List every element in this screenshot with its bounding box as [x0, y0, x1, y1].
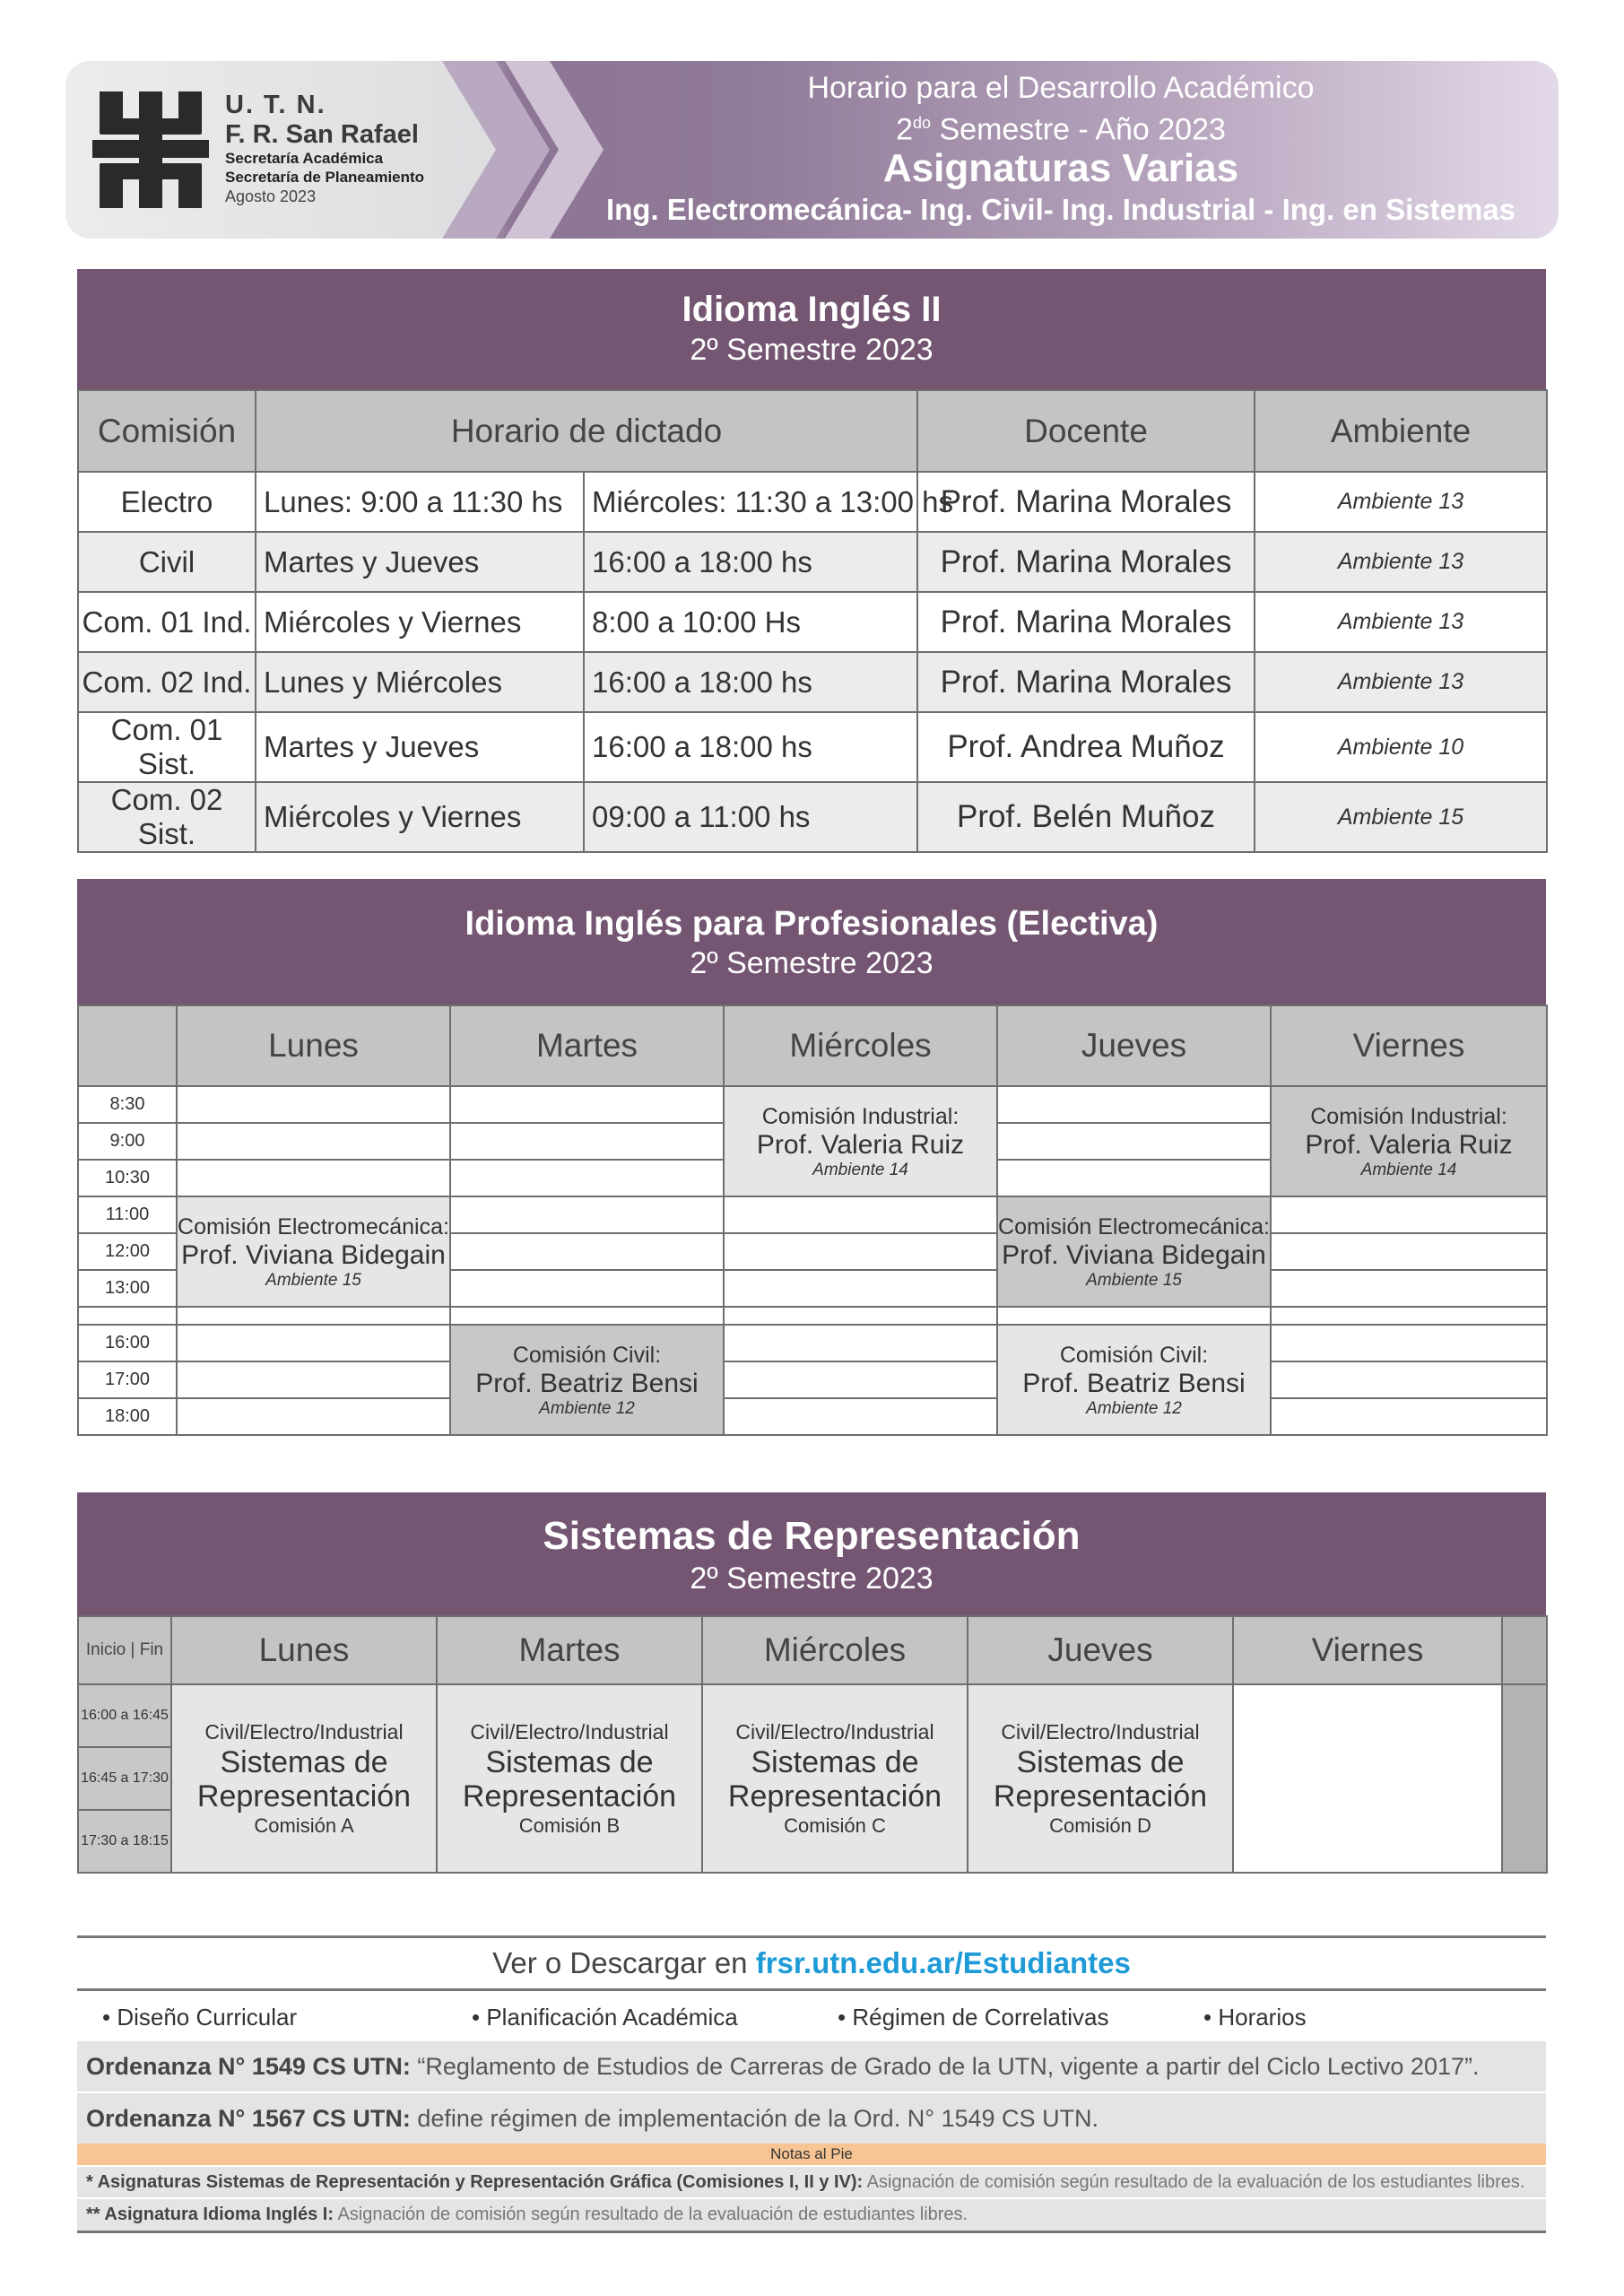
- cell-ambiente: Ambiente 10: [1255, 712, 1547, 782]
- day-header: Jueves: [968, 1616, 1233, 1684]
- schedule-block: Comisión Civil: Prof. Beatriz Bensi Ambiente 12: [997, 1325, 1271, 1435]
- org-secretary-1: Secretaría Académica: [225, 150, 384, 167]
- cell-dias: Lunes: 9:00 a 11:30 hs: [256, 472, 584, 532]
- day-header: Martes: [450, 1005, 724, 1086]
- time-label: 8:30: [78, 1086, 177, 1123]
- download-text: Ver o Descargar en: [492, 1946, 756, 1979]
- schedule-block: Comisión Civil: Prof. Beatriz Bensi Ambiente 12: [450, 1325, 724, 1435]
- cell-comision: Com. 02 Ind.: [78, 652, 256, 712]
- schedule-block: Civil/Electro/Industrial Sistemas de Representación Comisión D: [968, 1684, 1233, 1873]
- schedule-block: Civil/Electro/Industrial Sistemas de Representación Comisión A: [171, 1684, 437, 1873]
- time-label: 18:00: [78, 1398, 177, 1435]
- col-header-horario: Horario de dictado: [256, 390, 917, 472]
- table-row: [78, 472, 1547, 532]
- header-careers: Ing. Electromecánica- Ing. Civil- Ing. Industrial - Ing. en Sistemas: [605, 193, 1516, 227]
- sistemas-header: [77, 1492, 1546, 1615]
- cell-docente: Prof. Marina Morales: [917, 472, 1255, 532]
- time-label: 10:30: [78, 1160, 177, 1196]
- cell-horas: 16:00 a 18:00 hs: [584, 532, 917, 592]
- link-diseno-curricular[interactable]: • Diseño Curricular: [102, 2004, 298, 2031]
- ordenanza-1567: Ordenanza N° 1567 CS UTN: define régimen de implementación de la Ord. N° 1549 CS UTN.: [77, 2093, 1546, 2144]
- cell-ambiente: Ambiente 13: [1255, 652, 1547, 712]
- cell-ambiente: Ambiente 13: [1255, 532, 1547, 592]
- cell-comision: Electro: [78, 472, 256, 532]
- cell-comision: Civil: [78, 532, 256, 592]
- corner-cell: [78, 1005, 177, 1086]
- cell-dias: Martes y Jueves: [256, 712, 584, 782]
- cell-dias: Miércoles y Viernes: [256, 782, 584, 852]
- time-label: 17:00: [78, 1361, 177, 1398]
- table-row: [78, 532, 1547, 592]
- cell-dias: Miércoles y Viernes: [256, 592, 584, 652]
- day-header: Viernes: [1271, 1005, 1547, 1086]
- ingles2-header: [77, 269, 1546, 389]
- cell-comision: Com. 01 Sist.: [78, 712, 256, 782]
- cell-horas: 16:00 a 18:00 hs: [584, 712, 917, 782]
- org-regional: F. R. San Rafael: [225, 120, 419, 149]
- time-label: 17:30 a 18:15: [78, 1810, 171, 1873]
- footnote-2: ** Asignatura Idioma Inglés I: Asignación de comisión según resultado de la evaluación de estudiantes libres.: [77, 2199, 1546, 2233]
- schedule-block: Comisión Electromecánica: Prof. Viviana Bidegain Ambiente 15: [997, 1196, 1271, 1307]
- cell-dias: Martes y Jueves: [256, 532, 584, 592]
- header-semester: $2^{do}$ Semestre - Año 2023: [896, 112, 1226, 147]
- profesionales-header: [77, 879, 1546, 1004]
- link-horarios[interactable]: • Horarios: [1203, 2004, 1307, 2031]
- profesionales-subtitle: 2º Semestre 2023: [690, 946, 934, 980]
- time-label: 16:00 a 16:45: [78, 1684, 171, 1747]
- sistemas-title: Sistemas de Representación: [543, 1514, 1081, 1558]
- day-header: Miércoles: [724, 1005, 997, 1086]
- download-bar: [77, 1935, 1546, 1991]
- sistemas-subtitle: 2º Semestre 2023: [690, 1561, 934, 1596]
- table-row: [78, 782, 1547, 852]
- schedule-block: Civil/Electro/Industrial Sistemas de Representación Comisión C: [702, 1684, 968, 1873]
- time-label: 9:00: [78, 1123, 177, 1160]
- table-row: [78, 592, 1547, 652]
- notes-heading: Notas al Pie: [77, 2144, 1546, 2165]
- link-planificacion[interactable]: • Planificación Académica: [472, 2004, 738, 2031]
- cell-horas: Miércoles: 11:30 a 13:00 hs: [584, 472, 917, 532]
- cell-docente: Prof. Andrea Muñoz: [917, 712, 1255, 782]
- org-acronym: U. T. N.: [225, 91, 326, 119]
- day-header: Lunes: [171, 1616, 437, 1684]
- col-header-ambiente: Ambiente: [1255, 390, 1547, 472]
- header-banner: [65, 61, 1559, 239]
- header-titles: [568, 70, 1554, 229]
- link-correlativas[interactable]: • Régimen de Correlativas: [838, 2004, 1109, 2031]
- table-row: [78, 712, 1547, 782]
- day-header: Viernes: [1233, 1616, 1502, 1684]
- ingles2-table: [77, 389, 1548, 853]
- profesionales-title: Idioma Inglés para Profesionales (Electiva): [465, 905, 1159, 943]
- day-header: Lunes: [177, 1005, 450, 1086]
- cell-docente: Prof. Belén Muñoz: [917, 782, 1255, 852]
- header-line-1: Horario para el Desarrollo Académico: [807, 71, 1315, 105]
- cell-horas: 8:00 a 10:00 Hs: [584, 592, 917, 652]
- profesionales-table: [77, 1004, 1548, 1436]
- schedule-block: Civil/Electro/Industrial Sistemas de Representación Comisión B: [437, 1684, 702, 1873]
- time-label: 11:00: [78, 1196, 177, 1233]
- day-header: Martes: [437, 1616, 702, 1684]
- utn-logo-icon: [92, 83, 209, 217]
- cell-ambiente: Ambiente 13: [1255, 472, 1547, 532]
- sistemas-table: [77, 1615, 1548, 1874]
- cell-dias: Lunes y Miércoles: [256, 652, 584, 712]
- time-label: 13:00: [78, 1270, 177, 1307]
- org-date: Agosto 2023: [225, 187, 317, 205]
- ordenanza-1549: Ordenanza N° 1549 CS UTN: “Reglamento de Estudios de Carreras de Grado de la UTN, vigente a partir del Ciclo Lectivo 2017”.: [77, 2041, 1546, 2092]
- schedule-block: Comisión Electromecánica: Prof. Viviana Bidegain Ambiente 15: [177, 1196, 450, 1307]
- download-link[interactable]: frsr.utn.edu.ar/Estudiantes: [755, 1946, 1131, 1979]
- cell-ambiente: Ambiente 13: [1255, 592, 1547, 652]
- time-label: 16:00: [78, 1325, 177, 1361]
- org-info: [225, 90, 476, 206]
- footnote-1: * Asignaturas Sistemas de Representación y Representación Gráfica (Comisiones I, II y IV): Asignación de comisión según resultado de la evaluación de los estudiantes libres.: [77, 2167, 1546, 2197]
- cell-docente: Prof. Marina Morales: [917, 652, 1255, 712]
- cell-horas: 16:00 a 18:00 hs: [584, 652, 917, 712]
- table-row: [78, 652, 1547, 712]
- cell-horas: 09:00 a 11:00 hs: [584, 782, 917, 852]
- col-header-docente: Docente: [917, 390, 1255, 472]
- cell-comision: Com. 02 Sist.: [78, 782, 256, 852]
- ingles2-title: Idioma Inglés II: [682, 290, 942, 329]
- day-header: Miércoles: [702, 1616, 968, 1684]
- resource-links: [77, 1993, 1546, 2039]
- col-header-comision: Comisión: [78, 390, 256, 472]
- time-label: 12:00: [78, 1233, 177, 1270]
- cell-ambiente: Ambiente 15: [1255, 782, 1547, 852]
- cell-docente: Prof. Marina Morales: [917, 592, 1255, 652]
- header-main-title: Asignaturas Varias: [882, 146, 1239, 191]
- schedule-block: Comisión Industrial: Prof. Valeria Ruiz Ambiente 14: [1271, 1086, 1547, 1196]
- ingles2-subtitle: 2º Semestre 2023: [690, 333, 934, 367]
- cell-docente: Prof. Marina Morales: [917, 532, 1255, 592]
- cell-comision: Com. 01 Ind.: [78, 592, 256, 652]
- time-label: 16:45 a 17:30: [78, 1747, 171, 1810]
- corner-cell: Inicio | Fin: [78, 1616, 171, 1684]
- schedule-block: Comisión Industrial: Prof. Valeria Ruiz Ambiente 14: [724, 1086, 997, 1196]
- org-secretary-2: Secretaría de Planeamiento: [225, 169, 425, 186]
- day-header: Jueves: [997, 1005, 1271, 1086]
